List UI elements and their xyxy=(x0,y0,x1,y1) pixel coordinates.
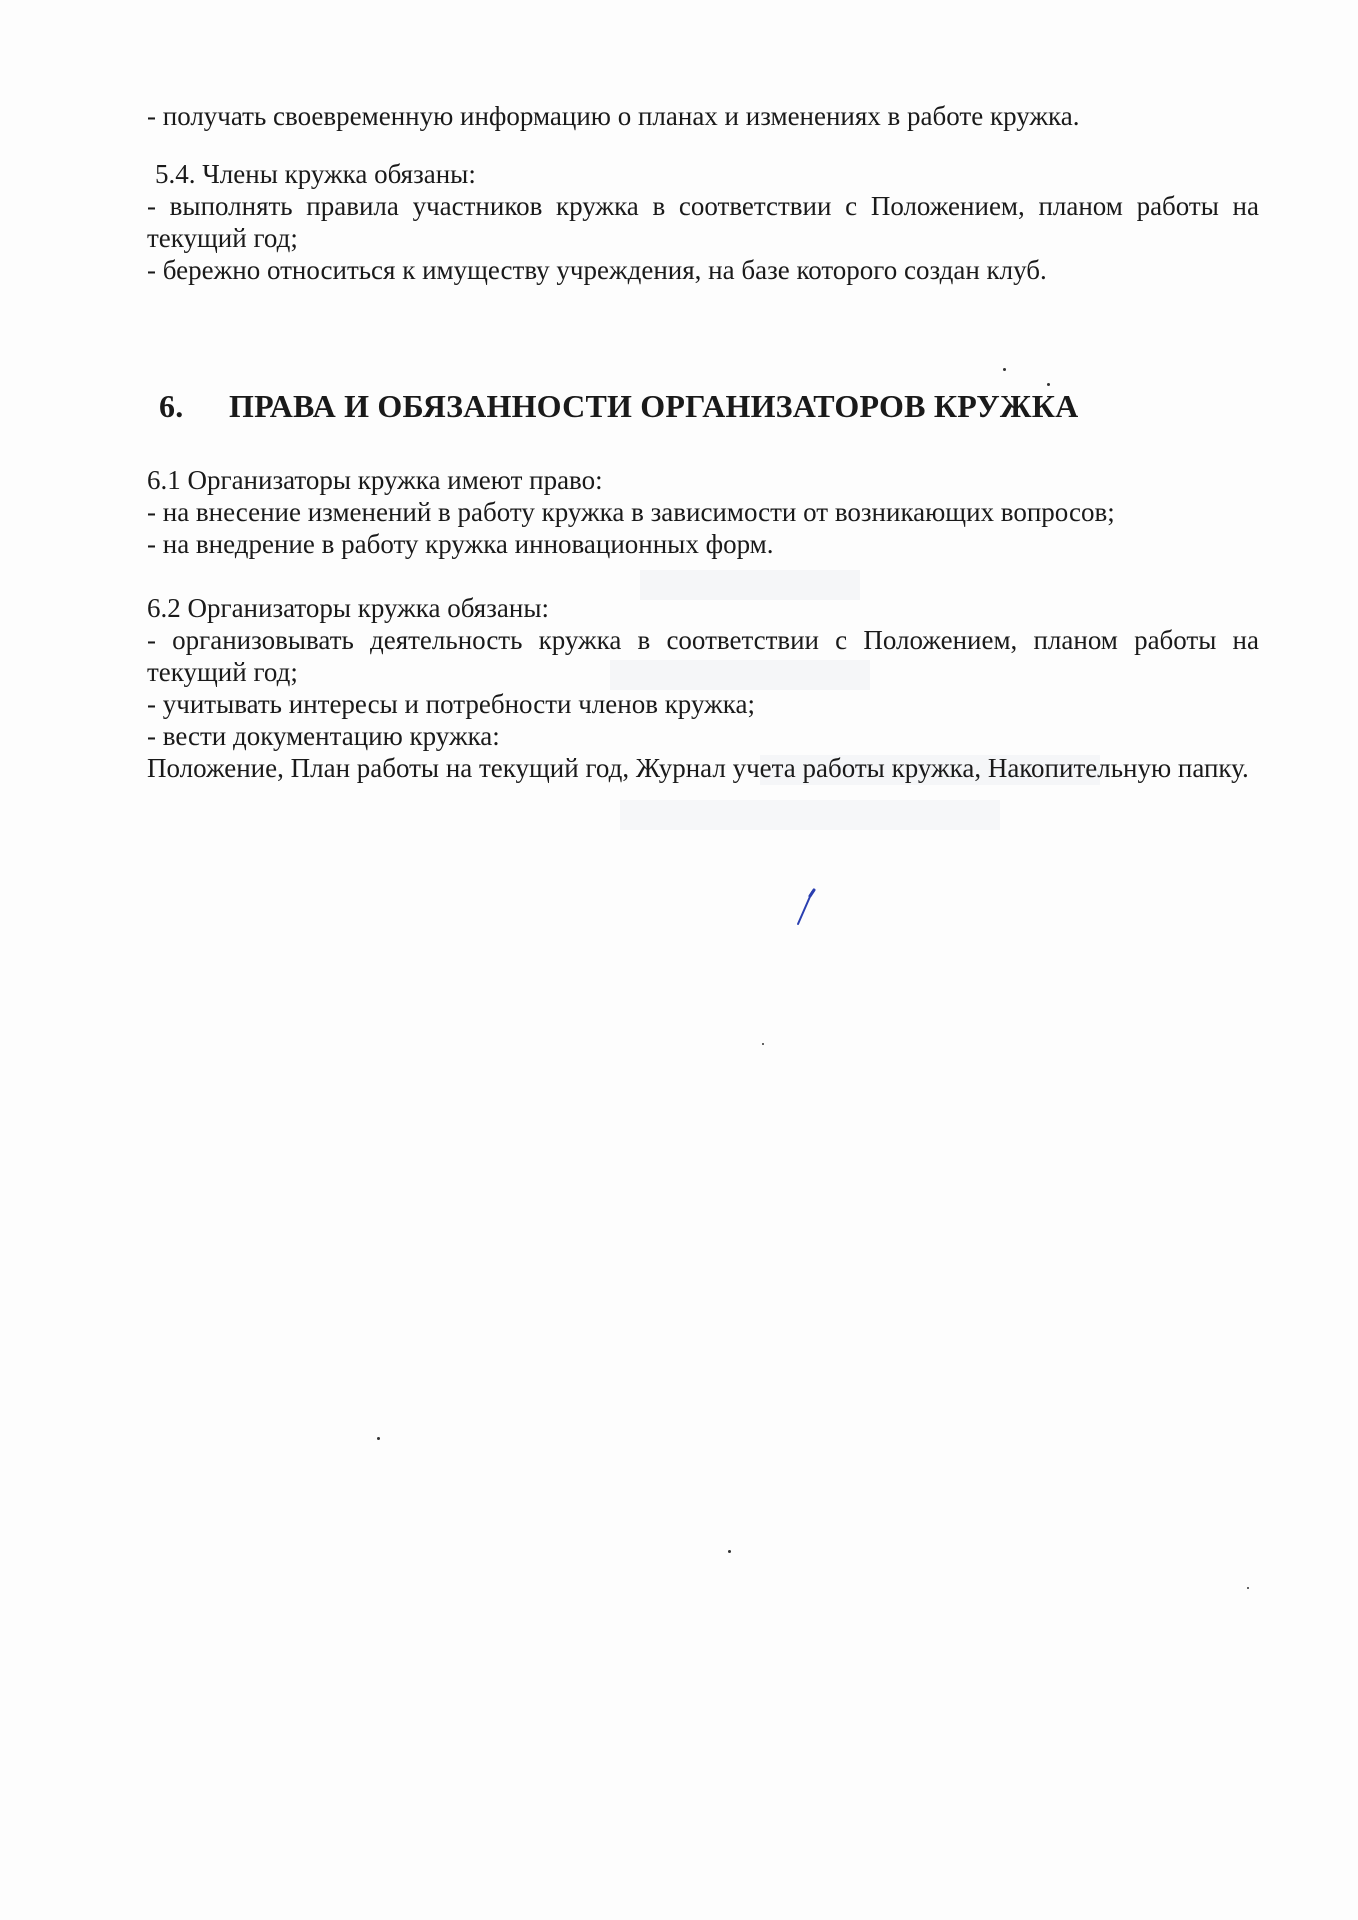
section-6-heading xyxy=(147,386,1259,426)
clause-6-2-item: - вести документацию кружка: xyxy=(147,721,500,751)
scan-speck xyxy=(762,1043,764,1045)
clause-6-1-title: 6.1 Организаторы кружка имеют право: xyxy=(147,465,603,495)
section-number: 6. xyxy=(159,388,184,424)
clause-6-2-item: - учитывать интересы и потребности членов кружка; xyxy=(147,689,755,719)
clause-5-4-item: - бережно относиться к имуществу учреждения, на базе которого создан клуб. xyxy=(147,255,1047,285)
clause-6-1-item: - на внедрение в работу кружка инновационных форм. xyxy=(147,529,774,559)
clause-5-4-title: 5.4. Члены кружка обязаны: xyxy=(155,159,476,189)
scan-speck xyxy=(728,1550,731,1553)
bleed-through-mark xyxy=(620,800,1000,830)
scan-speck xyxy=(1247,1587,1249,1589)
clause-6-2-title: 6.2 Организаторы кружка обязаны: xyxy=(147,593,549,623)
clause-6-2-document-list: Положение, План работы на текущий год, Журнал учета работы кружка, Накопительную папку. xyxy=(147,753,1249,783)
section-title: ПРАВА И ОБЯЗАННОСТИ ОРГАНИЗАТОРОВ КРУЖКА xyxy=(229,388,1079,424)
clause-5-4-item: - выполнять правила участников кружка в соответствии с Положением, планом работы на текущий год; xyxy=(147,191,1259,253)
document-body xyxy=(147,100,1259,784)
scan-speck xyxy=(377,1437,380,1440)
clause-5-3-last-item: - получать своевременную информацию о планах и изменениях в работе кружка. xyxy=(147,101,1080,131)
clause-6-1-item: - на внесение изменений в работу кружка в зависимости от возникающих вопросов; xyxy=(147,497,1115,527)
clause-6-2-item: - организовывать деятельность кружка в соответствии с Положением, планом работы на текущий год; xyxy=(147,625,1259,687)
pen-stroke-mark xyxy=(790,888,820,928)
